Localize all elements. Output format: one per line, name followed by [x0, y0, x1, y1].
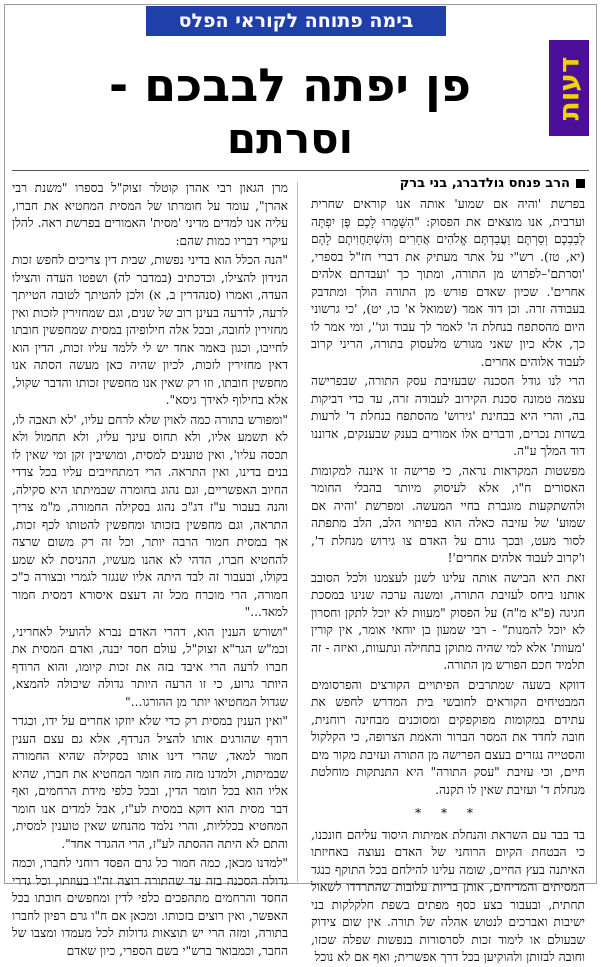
- byline-square-icon: [576, 179, 585, 188]
- column-divider: [297, 182, 298, 882]
- headline-rule: [12, 170, 589, 171]
- paragraph: מרן הגאון רבי אהרן קוטלר זצוק"ל בספרו "משנת רבי אהרן", עומד על חומרתו של המסית המחטיא את חברו, עליה אנו למדים מדיני 'מסית' האמורים בפרשת ראה. להלן עיקרי דבריו כמות שהם:: [12, 181, 288, 248]
- byline: [315, 176, 585, 191]
- article-column-left: [12, 180, 288, 958]
- paragraph: "למדנו מכאן, כמה חמור כל גרם הפסד רוחני לחברו, וכמה גדולה הסכנה בזה עד שהתורה רוצה זה"ו בעוזתו, וכל גדרי החסד והרחמים מתהפכים כלפי לדין ומחפשים חובתו בכל האפשר, ואין רוצים בזכותו. ומכאן אם ח"ו גרם רפיון לחברו בתורה, ומזה הרי יש תוצאות גדולות לכל מעמדו ומצבו של החבר, וכמבואר ברש"י בשם הספרי, כיון שאדם: [12, 856, 288, 958]
- paragraph: "ומפורש בתורה כמה לאוין שלא לרחם עליו, 'לא תאבה לו, לא תשמע אליו, ולא תחוס עינך עליו, ולא תחמול ולא תכסה עליו', ואין טוענים למסית, ומושיבין זקן ומי שאין לו בנים בדינו, ואין התראה. הרי דמתחייבים עליו בכל צדדי החיוב האפשריים, וגם נהוג בחומרה שבמיתתו היא סקילה, והנה בעבור ע"ז דג"כ נהוג בסקילה החמורה, מ"מ צריך התראה, וגם מחפשין בזכותו ומחפשין להטותו לכף זכות, אך במסית חמור הרבה יותר, וכל זה רק משום שרצה להחטיא חברו, הדהי לא אהנו מעשיו, ההניסת לא שמע בקולו, ובעבור זה לבד היתה אליו שנגזר לגמרי ובצורה כ"כ חמורה, הרי מוכרח מכל זה דעצם איסורא דמסית חמור למאד...": [12, 412, 288, 619]
- paragraph: בד בבד עם השראת והנחלת אמיתות היסוד עליהם חונכנו, כי הבטחת הקיום הרוחני של האדם נעוצה באחיזתו האיתנה בעץ החיים, שומה עלינו להילחם בכל התוקף כנגד המסיתים והמדיחים, אותן בריות עלובות שהתרדדו לשאול תחתית, ובעבור בצע כסף מפתים בשפת חלקלקות בני ישיבות ואברכים לנטוש אהלה של תורה. אין שום צידוק שבעולם או לימוד זכות לסרסורות בנפשות שפלה שכזו, וחובה לבזותן ולהוקיען בכל דרך אפשרית; ואף אם לא נוכל: [311, 827, 585, 964]
- paragraph: דווקא בשעה שמתרבים הפיתויים הקורצים והפרסומים המבטיחים הקוראים לחובשי בית המדרש לחפש את עתידם במקומות מפוקפקים ומסוכנים מבחינה רוחנית, חובה לחדד את המסר הברור והאמת הצרופה, כי הקלקול והסטייה נגזרים בעצם הפרישה מן התורה ועזיבת מקור מים חיים, וכי עזיבת "עסק התורה" היא התנתקות מוחלטת מנחלת ד' ועזיבת שאין לו תקנה.: [311, 677, 585, 797]
- paragraph: "ושורש הענין הוא, דהרי האדם נברא להועיל לאחריני, וכמ"ש הגר"א זצוק"ל, עולם חסד יבנה, ואדם המסית את חברו לרעה הרי איבד בזה את זכות קיומו, והוא הרודף היותר גרוע, כי זו הרעה היותר גדולה שיכולה להמצא, שגדול המחטיאו יותר מן ההורגו...": [12, 624, 288, 709]
- section-banner: בימה פתוחה לקוראי הפלס: [146, 6, 446, 36]
- headline-line-2: וסרתם: [226, 114, 354, 163]
- paragraph: זאת היא הבישה אותה עלינו לשנן לעצמנו ולכל הסובב אותנו ביחס לעזיבת התורה, ומשנה ערכה שנינו במסכת חגיגה (פ"א מ"ה) על הפסוק "מעוות לא יוכל לתקן וחסרון לא יוכל להמנות" - רבי שמעון בן יוחאי אומר, אין קורין 'מעוות' אלא למי שהיה מתוקן בתחילה ונתעוות, ואיזה - זה תלמיד חכם הפורש מן התורה.: [311, 570, 585, 672]
- headline-line-1: פן יפתה לבבכם -: [108, 58, 472, 112]
- paragraph: בפרשת 'והיה אם שמוע' אותה אנו קוראים שחרית וערבית, אנו מוצאים את הפסוק: "הִשָּׁמְרוּ לָכֶם פֶּן יִפְתֶּה לְבַבְכֶם וְסַרְתֶּם וַעֲבַדְתֶּם אֱלֹהִים אֲחֵרִים וְהִשְׁתַּחֲוִיתֶם לָהֶם (יא, טז). רש"י על אתר מעתיק את דברי חז"ל בספרי, 'וסרתם'–לפרוש מן התורה, ומתוך כך 'ועבדתם אלהים אחרים'. שכיון שאדם פורש מן התורה הולך ומתדבק בעבודה זרה. וכן דוד אמר (שמואל א' כו, יט), 'כי גרשוני היום מהסתפח בנחלת ה' לאמר לך עבוד וגו'', ומי אמר לו כך, אלא כיון שאני מגורש מלעסוק בתורה, הריני קרוב לעבוד אלוהים אחרים.: [311, 197, 585, 369]
- paragraph: "ואין הענין במסית רק כדי שלא יוזקו אחרים על ידו, וכגדר רודף שהורגים אותו להציל הנרדף, אלא גם עצם הענין חמור למאד, שהרי דינו אותו בסקילה שהיא החמורה שבמיתות, ולמדנו מזה מזה חומר המחטיא את חברו, שהיא אליו הוא בכל חומר הדין, ובכל כלפי מידת הרחמים, ואף דבר מסית הוא דוקא במסית לע"ז, אבל למדים אנו חומר המחטיא בכלליות, והרי נלמד מהנחש שאין טוענין למסית, והתם לא היתה ההסתה לע"ז, הרי ההגדר אחד".: [12, 714, 288, 851]
- paragraph: הרי לנו גודל הסכנה שבעזיבת עסק התורה, שבפרישה עצמה טמונה סכנת הקירוב לעבודה זרה, עד כדי דביקות בה, והרי היא בבחינת 'גירוש' מהסתפח בנחלת ד' לרעות בשדות נכרים, ודברים אלו אמורים בענק שבענקים, אדוננו דוד המלך ע"ה.: [311, 374, 585, 458]
- section-tab-label: דעות: [552, 56, 586, 120]
- paragraph: מפשטות המקראות נראה, כי פרישה זו איננה למקומות האסורים ח"ו, אלא לעיסוק מיותר בהבלי החומר ולהשתקעות מוגברת בחיי המעשה. ומפרשת 'והיה אם שמוע' של עזיבה כאלה הוא בפיתוי הלב, הלב מתפתה לסור מעט, ובכך גורם על האדם צו גירוש מנחלת ד', ו'קרוב לעבוד אלהים אחרים'!: [311, 463, 585, 565]
- section-break-stars: * * *: [414, 806, 482, 820]
- section-tab: [549, 40, 589, 136]
- byline-text: הרב פנחס גולדברג, בני ברק: [399, 176, 570, 191]
- paragraph: "הנה הכלל הוא בדיני נפשות, שבית דין צריכים לחפש זכות הנידון להצילו, וכדכתיב (במדבר לה) ושפטו העדה והצילו העדה, ואמרו (סנהדרין ב, א) ולכן להטיתך לטובה הטייתך לרעה, לדרעה בעינן רוב של שנים, וגם שמחזירין לזכות ואין מחזירין לחובה, ובכל אלה חילופיהן במסית שמחפשין חובתו לחייבו, וכגון באמר אחד יש לי ללמד עליו זכות, הדין הוא דאין מחזירין לזכות, לכיון שהיה כאן מעשה הסתה אנו מחפשין חובתו, וזו רק שאין אנו מחפשין זכותו והדבר שקול, אלא בחילוף לאידך גיסא".: [12, 253, 288, 407]
- article-column-right: [311, 196, 585, 964]
- article-headline: [40, 60, 540, 164]
